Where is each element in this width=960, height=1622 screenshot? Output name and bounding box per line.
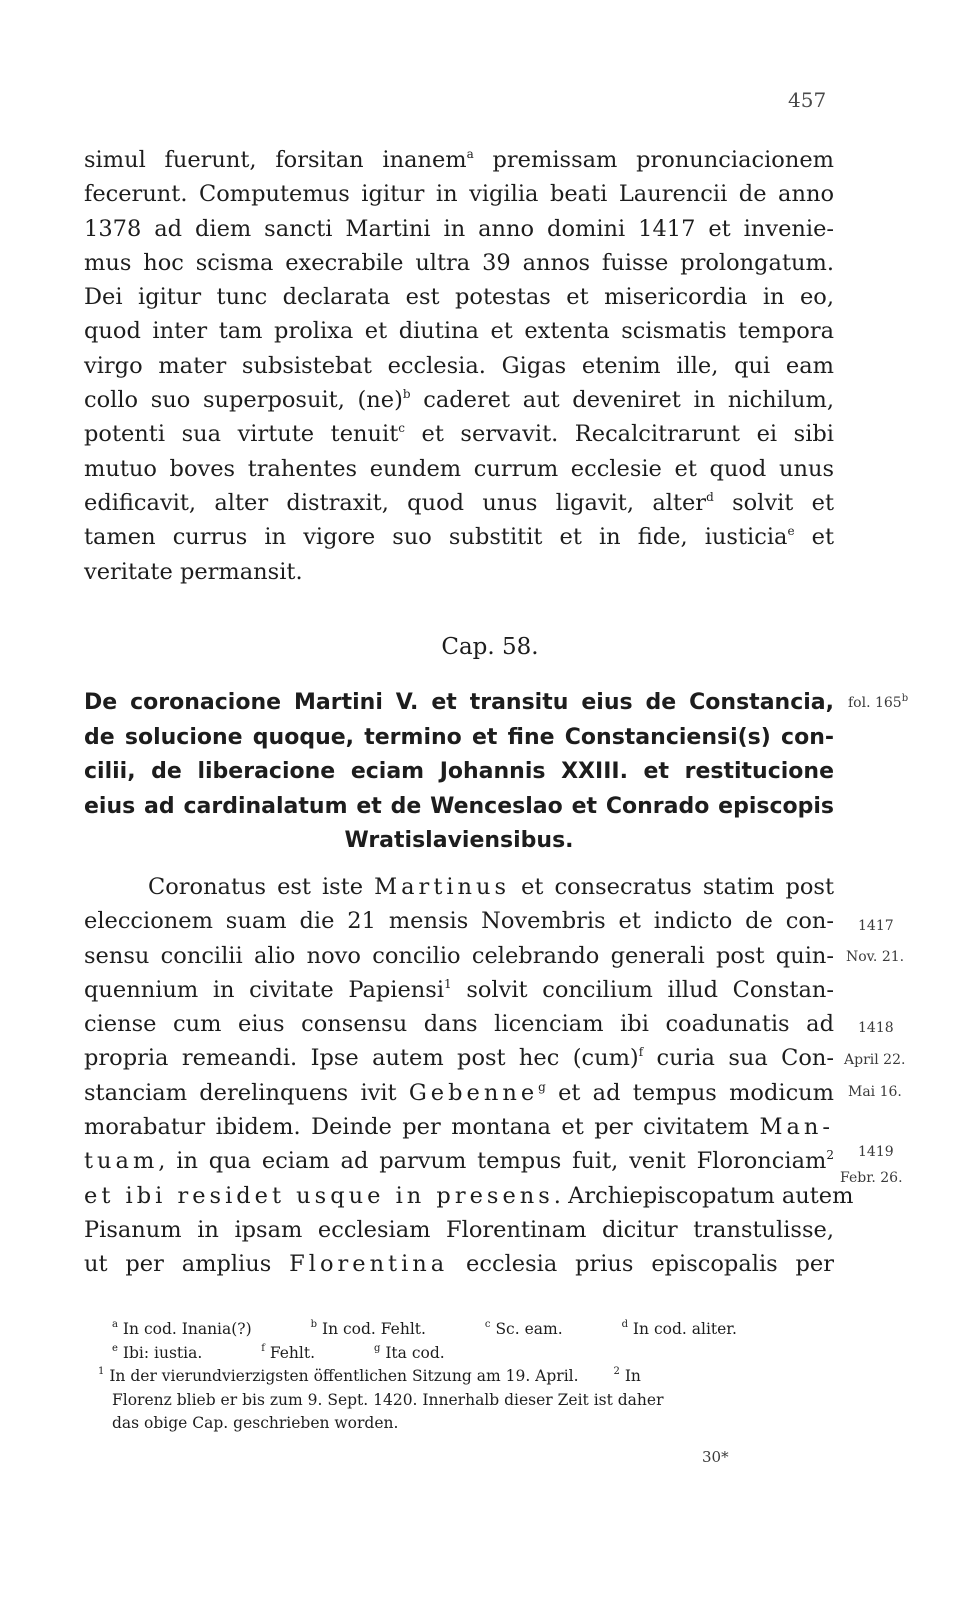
footnote-1: $^1$ In der vierundvierzigsten öffentlichen Sitzung am 19. April. — [98, 1366, 579, 1385]
margin-date: Febr. 26. — [840, 1170, 903, 1186]
footnote-e: $^e$ Ibi: iustia. — [112, 1342, 203, 1362]
footnote-mark: f — [638, 1045, 644, 1060]
heading-line: de solucione quoque, termino et fine Constanciensi(s) con- — [84, 724, 834, 750]
text-line: veritate permansit. — [84, 558, 303, 585]
text-line: collo suo superposuit, (ne)$^b$ caderet aut deveniret in nichilum, — [84, 387, 834, 414]
footnote-mark: d — [706, 489, 714, 504]
text-line: fecerunt. Computemus igitur in vigilia beati Laurencii de anno — [84, 181, 834, 208]
text-line: quod inter tam prolixa et diutina et extenta scismatis tempora — [84, 318, 834, 345]
footnote-line — [98, 1365, 834, 1389]
text-line: stanciam derelinquens ivit Gebenne$^g$ et ad tempus modicum — [84, 1079, 835, 1106]
footnote-line: das obige Cap. geschrieben worden. — [112, 1414, 399, 1432]
footnote-line — [112, 1342, 834, 1366]
footnote-line — [112, 1318, 834, 1342]
text-line: propria remeandi. Ipse autem post hec (cum)$^f$ curia sua Con- — [84, 1045, 834, 1072]
heading-line: Wratislaviensibus. — [344, 828, 574, 853]
text-line: quennium in civitate Papiensi$^1$ solvit concilium illud Constan- — [84, 976, 834, 1003]
margin-date: April 22. — [844, 1052, 906, 1068]
text-line: potenti sua virtute tenuit$^c$ et servavit. Recalcitrarunt ei sibi — [84, 421, 834, 448]
heading-line: De coronacione Martini V. et transitu eius de Constancia, — [84, 690, 834, 715]
text-line: morabatur ibidem. Deinde per montana et per civitatem Man- — [84, 1114, 834, 1141]
signature-mark: 30* — [702, 1448, 729, 1466]
footnote-mark: c — [398, 421, 405, 436]
footnote-g: $^g$ Ita cod. — [373, 1342, 445, 1362]
footnote-mark: g — [538, 1079, 546, 1094]
text-line: edificavit, alter distraxit, quod unus ligavit, alter$^d$ solvit et — [84, 489, 834, 516]
text-line: tuam, in qua eciam ad parvum tempus fuit, venit Floronciam$^2$ — [84, 1148, 834, 1175]
text-line: mus hoc scisma execrabile ultra 39 annos fuisse prolongatum. — [84, 249, 834, 276]
chapter-heading — [84, 686, 834, 859]
footnote-d: $^d$ In cod. aliter. — [621, 1319, 737, 1338]
footnote-mark: 2 — [826, 1148, 834, 1163]
text-line: mutuo boves trahentes eundem currum ecclesie et quod unus — [84, 455, 834, 482]
footnote-2: $^2$ In — [613, 1366, 641, 1385]
text-line: et ibi residet usque in presens. Archiepiscopatum autem — [84, 1182, 854, 1209]
footnote-mark: e — [787, 524, 795, 539]
text-line: ciense cum eius consensu dans licenciam ibi coadunatis ad — [84, 1011, 834, 1038]
text-line: simul fuerunt, forsitan inanem$^a$ premissam pronunciacionem — [84, 147, 834, 173]
margin-folio: fol. 165$^b$ — [848, 693, 909, 711]
chapter-number: Cap. 58. — [441, 634, 539, 660]
paragraph-1 — [84, 143, 834, 589]
text-line: 1378 ad diem sancti Martini in anno domini 1417 et invenie- — [84, 215, 834, 242]
text-line: Dei igitur tunc declarata est potestas et misericordia in eo, — [84, 284, 834, 311]
footnote-c: $^c$ Sc. eam. — [484, 1319, 563, 1338]
text-line: tamen currus in vigore suo substitit et in fide, iusticia$^e$ et — [84, 524, 835, 551]
text-line: sensu concilii alio novo concilio celebrando generali post quin- — [84, 942, 834, 969]
footnote-mark: 1 — [444, 976, 452, 991]
paragraph-2 — [84, 870, 854, 1282]
margin-date: Mai 16. — [848, 1084, 902, 1100]
text-line: ut per amplius Florentina ecclesia prius episcopalis per — [84, 1251, 835, 1278]
footnote-mark: b — [402, 387, 411, 402]
heading-line: eius ad cardinalatum et de Wenceslao et Conrado episcopis — [84, 793, 834, 819]
text-line: Pisanum in ipsam ecclesiam Florentinam dicitur transtulisse, — [84, 1216, 834, 1243]
footnote-mark: a — [466, 147, 474, 161]
footnote-f: $^f$ Fehlt. — [261, 1342, 316, 1362]
margin-date: 1419 — [858, 1144, 894, 1160]
text-line: eleccionem suam die 21 mensis Novembris et indicto de con- — [84, 908, 834, 935]
page-number: 457 — [788, 88, 827, 112]
text-line: virgo mater subsistebat ecclesia. Gigas etenim ille, qui eam — [84, 352, 834, 379]
footnote-line: Florenz blieb er bis zum 9. Sept. 1420. Innerhalb dieser Zeit ist daher — [112, 1390, 664, 1409]
text-line: Coronatus est iste Martinus et consecratus statim post — [148, 874, 834, 900]
footnote-b: $^b$ In cod. Fehlt. — [310, 1319, 426, 1338]
margin-date: 1417 — [858, 918, 894, 934]
margin-date: Nov. 21. — [846, 949, 905, 965]
margin-date: 1418 — [858, 1020, 894, 1036]
footnote-a: $^a$ In cod. Inania(?) — [112, 1319, 252, 1338]
heading-line: cilii, de liberacione eciam Johannis XXIII. et restitucione — [84, 759, 834, 784]
footnotes — [98, 1318, 834, 1436]
